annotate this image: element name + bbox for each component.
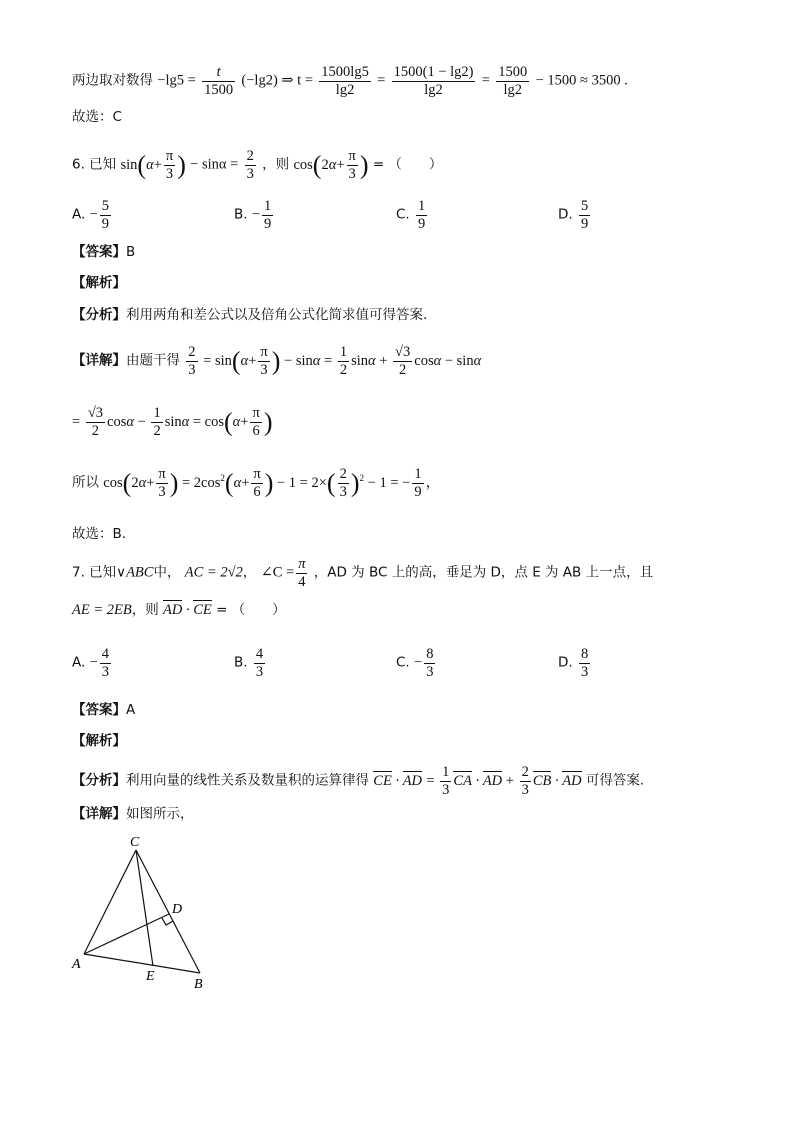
q6-option-a: A. − $\frac{5}{9}$ [72, 198, 110, 232]
q7-option-d: D. $\frac{8}{3}$ [558, 646, 589, 680]
side-ab [84, 954, 200, 973]
q6-jiexi: 【解析】 [72, 275, 126, 291]
q7-statement-line1: 7. 已知∨ABC中， AC = 2√2， ∠C = $\frac{\pi}{4}$ ，AD 为 BC 上的高，垂足为 D，点 E 为 AB 上一点，且 [72, 556, 654, 590]
q6-answer: 【答案】B [72, 244, 136, 260]
approx-3500: − 1500 ≈ 3500 . [535, 72, 628, 89]
log-intro: 两边取对数得 [72, 72, 153, 89]
q7-option-c: C. − $\frac{8}{3}$ [396, 646, 434, 680]
q6-detail-line2: = $\frac{√3}{2}$ cosα − $\frac{1}{2}$ sinα = cos(α+ $\frac{\pi}{6}$ ) [72, 405, 273, 439]
q7-jiexi: 【解析】 [72, 733, 126, 749]
label-a: A [72, 957, 81, 972]
q6-detail-line3: 所以 cos(2α+ $\frac{\pi}{3}$ ) = $2\cos^2(\alpha+$ $\frac{\pi}{6}$ ) − 1 = 2×( $\frac{2}{3}$ )$^2$ − 1 = − $\frac{1}{9}$ ， [72, 466, 441, 500]
q7-fenxi: 【分析】利用向量的线性关系及数量积的运算律得 CE · AD = $\frac{1}{3}$ CA · AD + $\frac{2}{3}$ CB · AD 可得答案. [72, 764, 645, 798]
t-over-1500: $\frac{t}{1500}$ [204, 64, 234, 98]
q6-option-b: B. − $\frac{1}{9}$ [234, 198, 272, 232]
q7-option-b: B. $\frac{4}{3}$ [234, 646, 264, 680]
label-c: C [130, 835, 140, 850]
q7-answer: 【答案】A [72, 702, 136, 718]
label-b: B [194, 977, 203, 992]
log-derivation-line: 两边取对数得 −lg5 = $\frac{t}{1500}$ (−lg2) ⇒ t = $\frac{1500\lg 5}{\lg 2}$ = $\frac{1500(1 - \lg 2)}{\lg 2}$ = $\frac{1500}{\lg 2}$ − 1500 ≈ 3500 . [72, 64, 628, 98]
altitude-ad [84, 914, 169, 954]
frac-1500-1-lg2: $\frac{1500(1 - \lg 2)}{\lg 2}$ [393, 64, 474, 98]
q6-option-d: D. $\frac{5}{9}$ [558, 198, 589, 232]
q6-detail-line1: 【详解】由题干得 $\frac{2}{3}$ = sin(α+ $\frac{\pi}{3}$ ) − sinα = $\frac{1}{2}$ sinα + $\frac{√3}{2}$ cosα − sinα [72, 344, 482, 378]
label-e: E [146, 969, 155, 984]
q6-fenxi: 【分析】利用两角和差公式以及倍角公式化简求值可得答案. [72, 307, 428, 323]
prev-answer: 故选：C [72, 109, 122, 125]
frac-1500lg5: $\frac{1500\lg 5}{\lg 2}$ [321, 64, 369, 98]
q7-statement-line2: AE = 2EB，则 AD · CE = （ ） [72, 602, 286, 618]
neg-lg2-implies: (−lg2) ⇒ t = [241, 72, 313, 89]
q6-statement: 6. 已知 sin(α+ $\frac{\pi}{3}$ ) − sinα = $\frac{2}{3}$ ，则 cos(2α+ $\frac{\pi}{3}$ ) = （ ） [72, 148, 443, 182]
q7-option-a: A. − $\frac{4}{3}$ [72, 646, 110, 680]
side-ca [84, 850, 136, 954]
minus-lg5: −lg5 = [157, 72, 196, 89]
q6-option-c: C. $\frac{1}{9}$ [396, 198, 426, 232]
frac-1500-lg2: $\frac{1500}{\lg 2}$ [498, 64, 528, 98]
triangle-figure [65, 832, 225, 992]
q7-detail: 【详解】如图所示， [72, 806, 194, 822]
label-d: D [172, 902, 183, 917]
q6-final: 故选：B. [72, 526, 127, 542]
